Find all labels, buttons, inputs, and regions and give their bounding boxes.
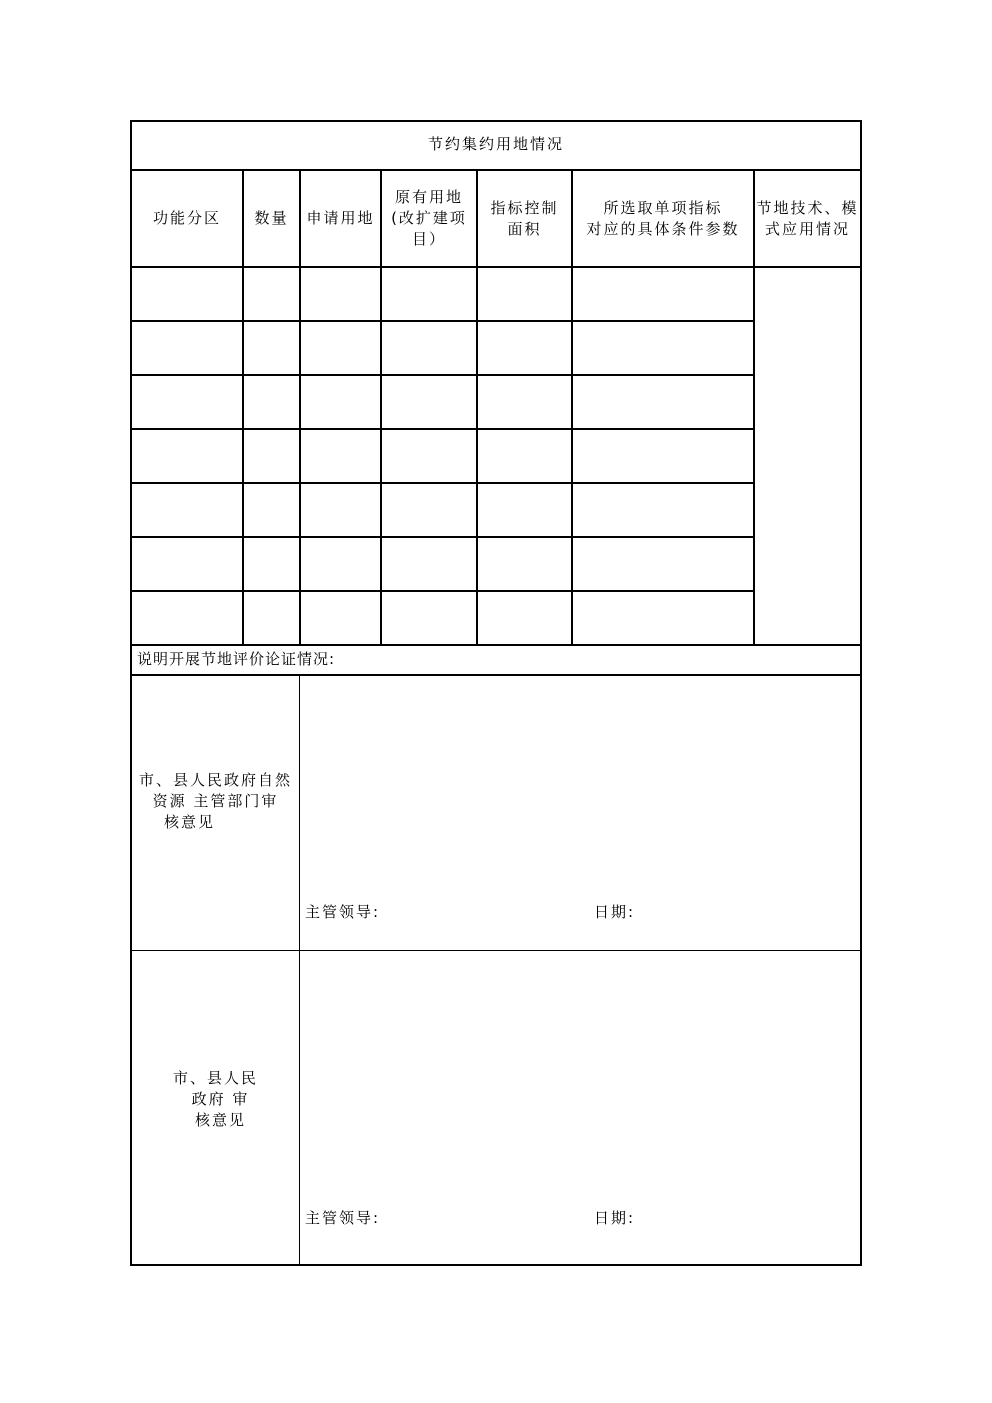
column-header-indicator-area — [478, 171, 571, 266]
review-label-natural-resources — [132, 768, 299, 834]
review-label-government — [132, 1066, 299, 1132]
divider — [132, 374, 753, 376]
header-label-line: 对应的具体条件参数 — [586, 219, 740, 238]
header-label: 数量 — [254, 209, 289, 227]
divider — [299, 674, 300, 1264]
review-label-line: 资源 主管部门审 — [152, 791, 279, 810]
review-label-line: 市、县人民政府自然 — [138, 770, 292, 789]
divider — [132, 536, 753, 538]
divider — [132, 320, 753, 322]
leader-label: 主管领导: — [305, 1209, 381, 1227]
divider — [132, 482, 753, 484]
column-header-functional-zone — [132, 171, 242, 266]
divider — [132, 428, 753, 430]
review-label-line: 政府 审 — [191, 1089, 250, 1108]
review-label-line: 核意见 — [164, 812, 216, 831]
header-label-line: (改扩建项 — [391, 209, 467, 227]
divider — [132, 590, 753, 592]
section-title: 节约集约用地情况 — [427, 135, 564, 153]
date-label: 日期: — [594, 1209, 636, 1227]
column-header-selected-indicator — [573, 171, 753, 266]
column-header-applied-land — [301, 171, 380, 266]
header-label: 申请用地 — [306, 209, 375, 227]
date-label: 日期: — [594, 903, 636, 921]
header-label-line: 指标控制 — [490, 198, 559, 217]
column-header-original-land — [382, 171, 476, 266]
review-label-line: 核意见 — [194, 1110, 246, 1129]
land-use-form-table — [130, 120, 862, 1266]
header-label-line: 所选取单项指标 — [603, 198, 723, 217]
header-label-line: 面积 — [507, 219, 542, 238]
review-label-line: 市、县人民 — [172, 1068, 258, 1087]
header-label-line: 式应用情况 — [764, 219, 850, 238]
header-label-line: 原有用地 — [394, 188, 463, 206]
divider — [132, 674, 860, 676]
column-header-land-saving-tech — [755, 171, 860, 266]
leader-label: 主管领导: — [305, 903, 381, 921]
header-label: 功能分区 — [152, 209, 221, 227]
header-label-line: 节地技术、模 — [756, 198, 859, 217]
column-header-quantity — [244, 171, 299, 266]
header-label-line: 目） — [411, 230, 446, 248]
divider — [132, 950, 860, 951]
land-saving-evaluation-label: 说明开展节地评价论证情况: — [137, 650, 336, 668]
